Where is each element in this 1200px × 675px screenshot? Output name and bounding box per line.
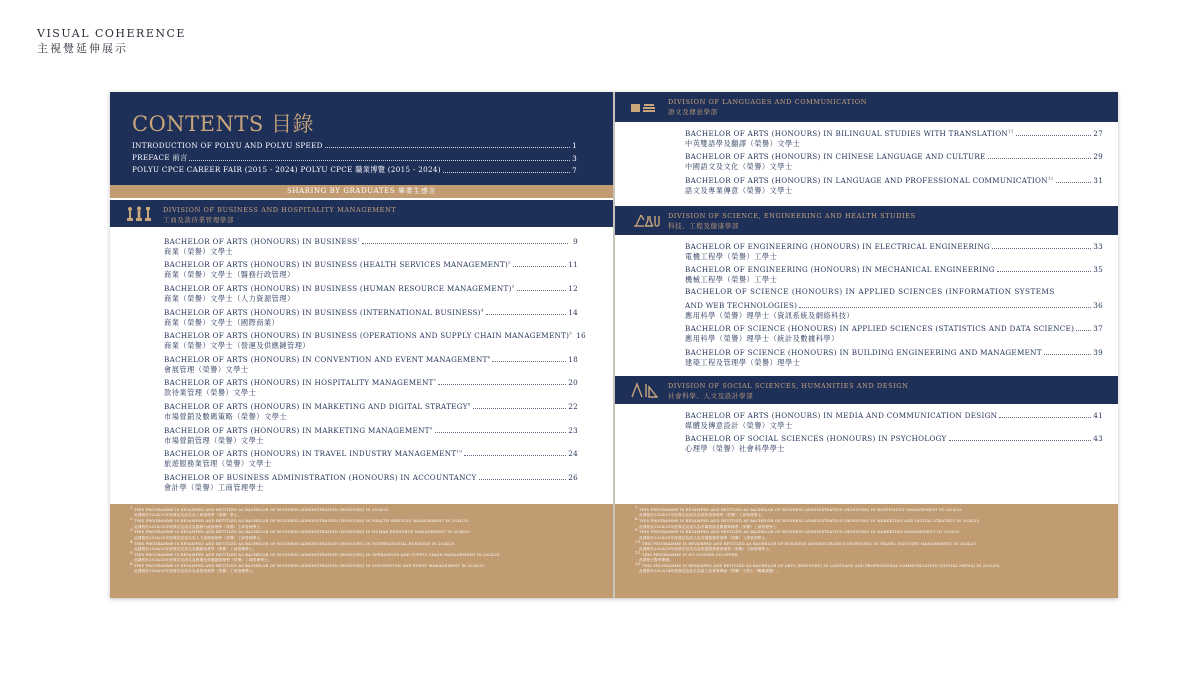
programme-title-zh: 商業（榮譽）文學士（營運及供應鏈管理） xyxy=(164,341,311,351)
programme-title-zh: 語文及專業傳意（榮譽）文學士 xyxy=(685,185,793,195)
programme-page: 26 xyxy=(568,472,578,482)
division-title-en: DIVISION OF LANGUAGES AND COMMUNICATION xyxy=(668,98,868,106)
programme-title-en xyxy=(685,176,1054,185)
footnotes-right xyxy=(615,504,1118,598)
programme-title-text: BACHELOR OF ARTS (HONOURS) IN MEDIA AND COMMUNICATION DESIGN xyxy=(685,410,998,420)
programme-title-en xyxy=(685,411,997,420)
footnote-number: 4 xyxy=(130,538,133,544)
programme-title-en-line1: BACHELOR OF SCIENCE (HONOURS) IN APPLIED SCIENCES (INFORMATION SYSTEMS xyxy=(685,287,1055,297)
programme-entry[interactable] xyxy=(164,328,586,341)
footnote-text: THIS PROGRAMME IS REVAMPED AND RETITLED AS BACHELOR OF ARTS (HONOURS) IN LANGUAGE AND PROFESSIONAL COMMUNICATION (DIGITAL MEDIA) IN 2023/24. xyxy=(641,564,1001,569)
division-title-zh: 科技、工程及健康學部 xyxy=(668,222,739,230)
programme-title-text: BACHELOR OF ARTS (HONOURS) IN TRAVEL INDUSTRY MANAGEMENT xyxy=(164,449,457,459)
programme-title-text: BACHELOR OF BUSINESS ADMINISTRATION (HONOURS) IN ACCOUNTANCY xyxy=(164,472,477,482)
programme-title-text: BACHELOR OF SOCIAL SCIENCES (HONOURS) IN PSYCHOLOGY xyxy=(685,434,947,444)
footnote-zh: 此課程於2024/25年度修訂及改名為醫務行政管理學（榮譽）工商管理學士。 xyxy=(134,524,265,529)
brochure-spread xyxy=(110,92,1118,598)
programme-title-zh: 旅遊服務業管理（榮譽）文學士 xyxy=(164,459,272,469)
programme-page: 33 xyxy=(1093,241,1103,251)
programme-title-zh: 商業（榮譽）文學士（人力資源管理） xyxy=(164,293,295,303)
programme-page: 31 xyxy=(1093,175,1103,185)
programme-title-zh: 市場營銷及數碼策略（榮譽）文學士 xyxy=(164,411,288,421)
programme-entry[interactable] xyxy=(164,352,578,364)
programme-page: 22 xyxy=(568,401,578,411)
programme-page: 27 xyxy=(1093,128,1103,138)
chess-pieces-icon xyxy=(125,206,153,222)
footnote-marker: 9 xyxy=(429,425,433,431)
toc-row[interactable] xyxy=(132,165,577,175)
toc-label: POLYU CPCE CAREER FAIR (2015 - 2024) POLYU CPCE 職業博覽 (2015 - 2024) xyxy=(132,165,441,174)
programme-page: 23 xyxy=(568,425,578,435)
programme-title-en xyxy=(164,426,433,435)
left-page xyxy=(110,92,613,598)
footnote-en xyxy=(130,549,600,558)
footnote-number: 2 xyxy=(130,516,133,522)
toc-page: 7 xyxy=(572,166,577,175)
footnote-number: 12 xyxy=(635,561,641,566)
programme-title-zh: 市場營銷管理（榮譽）文學士 xyxy=(164,435,264,445)
programme-title-zh: 商業（榮譽）文學士（醫務行政管理） xyxy=(164,270,295,280)
header-title-zh: 主視覺延伸展示 xyxy=(37,42,128,55)
footnote-en xyxy=(130,527,600,535)
programme-title-text: BACHELOR OF ARTS (HONOURS) IN HOSPITALITY MANAGEMENT xyxy=(164,378,434,388)
programme-entry[interactable] xyxy=(685,345,1103,357)
footnote-marker: 5 xyxy=(569,330,573,336)
footnote-text: THIS PROGRAMME IS REVAMPED AND RETITLED AS BACHELOR OF BUSINESS ADMINISTRATION (HONOURS) IN 2024/25. xyxy=(134,508,390,513)
dot-leader xyxy=(992,248,1091,249)
programme-page: 29 xyxy=(1093,152,1103,162)
division-title-zh: 社會科學、人文及設計學部 xyxy=(668,392,754,400)
footnote-zh: 此課程於2024/25年度修訂及改名為旅遊服務業管理學（榮譽）工商管理學士。 xyxy=(639,546,773,551)
drafting-tools-icon xyxy=(630,382,658,398)
footnote-number: 11 xyxy=(635,549,641,555)
programme-title-text: BACHELOR OF ARTS (HONOURS) IN BUSINESS (OPERATIONS AND SUPPLY CHAIN MANAGEMENT) xyxy=(164,331,570,341)
social-programme-list xyxy=(685,408,1103,455)
footnote-marker: 12 xyxy=(1047,175,1054,181)
programme-title-zh: 應用科學（榮譽）理學士（統計及數據科學） xyxy=(685,334,839,344)
programme-title-zh: 商業（榮譽）文學士 xyxy=(164,246,234,256)
toc-row[interactable] xyxy=(132,153,577,163)
footnote-zh: 此課程已暫停開辦。 xyxy=(639,558,674,563)
dot-leader xyxy=(438,384,566,385)
programme-entry[interactable] xyxy=(164,305,578,317)
footnote-marker: 2 xyxy=(508,260,511,265)
programme-page: 18 xyxy=(568,354,578,364)
dot-leader xyxy=(1044,354,1091,355)
programme-page: 36 xyxy=(1093,300,1103,310)
footnote-zh: 此課程於2024/25年度修訂及改名為款待業管理學（榮譽）工商管理學士。 xyxy=(639,513,766,518)
dot-leader xyxy=(1016,135,1092,136)
programme-entry[interactable] xyxy=(164,423,578,435)
footnote-en xyxy=(635,516,1105,524)
programme-title-text: BACHELOR OF SCIENCE (HONOURS) IN APPLIED SCIENCES (STATISTICS AND DATA SCIENCE) xyxy=(685,324,1075,334)
footnote-en xyxy=(635,538,1105,547)
footnote-en xyxy=(635,549,1105,558)
toc-page: 3 xyxy=(572,154,577,163)
programme-entry[interactable] xyxy=(685,322,1103,334)
dot-leader xyxy=(799,307,1091,308)
footnote-marker: 11 xyxy=(1007,128,1014,134)
toc-label: INTRODUCTION OF POLYU AND POLYU SPEED xyxy=(132,141,323,150)
dot-leader xyxy=(492,361,566,362)
division-title-zh: 語文及傳意學部 xyxy=(668,108,718,116)
programme-title-en xyxy=(164,449,462,458)
footnote-text: THIS PROGRAMME IS REVAMPED AND RETITLED AS BACHELOR OF BUSINESS ADMINISTRATION (HONOURS) IN OPERATIONS AND SUPPLY CHAIN MANAGEMENT IN 2024/25. xyxy=(134,552,501,557)
programme-entry[interactable] xyxy=(164,376,578,388)
programme-title-en xyxy=(685,434,947,443)
dot-leader xyxy=(362,243,568,244)
programme-entry[interactable] xyxy=(164,470,578,482)
footnote-number: 7 xyxy=(635,505,638,510)
programme-title-text: BACHELOR OF ARTS (HONOURS) IN MARKETING AND DIGITAL STRATEGY xyxy=(164,401,468,411)
programme-page: 16 xyxy=(576,331,586,341)
division-title-zh: 工商及款待業管理學部 xyxy=(163,216,234,224)
dot-leader xyxy=(949,440,1092,441)
programme-title-en xyxy=(164,331,572,340)
footnote-marker: 4 xyxy=(480,307,484,313)
division-title-en: DIVISION OF SCIENCE, ENGINEERING AND HEALTH STUDIES xyxy=(668,212,916,220)
contents-header xyxy=(110,92,613,185)
programme-entry[interactable] xyxy=(685,239,1103,251)
programme-page: 24 xyxy=(568,449,578,459)
programme-title-en xyxy=(164,308,484,317)
programme-title-en xyxy=(164,402,471,411)
footnote-marker: 1 xyxy=(357,236,361,242)
programme-title-text: BACHELOR OF ARTS (HONOURS) IN LANGUAGE AND PROFESSIONAL COMMUNICATION xyxy=(685,175,1048,185)
footnote-zh: 此課程於2024/25年度修訂及改名為國際商業學（榮譽）工商管理學士。 xyxy=(134,546,257,551)
programme-entry[interactable] xyxy=(685,173,1103,185)
programme-entry[interactable] xyxy=(164,446,578,458)
footnote-text: THIS PROGRAMME IS REVAMPED AND RETITLED AS BACHELOR OF BUSINESS ADMINISTRATION (HONOURS) IN MARKETING AND DIGITAL STRATEGY IN 2024/25. xyxy=(639,519,981,524)
programme-page: 20 xyxy=(568,378,578,388)
science-programme-list xyxy=(685,239,1103,369)
lab-equipment-icon xyxy=(630,212,664,228)
programme-title-text: BACHELOR OF ENGINEERING (HONOURS) IN ELECTRICAL ENGINEERING xyxy=(685,241,990,251)
division-science-band xyxy=(615,206,1118,235)
business-programme-list xyxy=(164,234,586,494)
toc-label: PREFACE 前言 xyxy=(132,153,188,162)
dot-leader xyxy=(999,417,1091,418)
programme-title-text: BACHELOR OF ARTS (HONOURS) IN BUSINESS xyxy=(164,236,358,246)
dot-leader xyxy=(997,271,1091,272)
programme-title-zh: 中國語文及文化（榮譽）文學士 xyxy=(685,162,793,172)
toc-row[interactable] xyxy=(132,141,577,150)
programme-title-text: BACHELOR OF ARTS (HONOURS) IN CONVENTION AND EVENT MANAGEMENT xyxy=(164,354,488,364)
footnote-number: 1 xyxy=(130,505,133,510)
programme-title-zh: 會展管理（榮譽）文學士 xyxy=(164,364,249,374)
footnote-zh: 此課程於2024/25年度修訂及改名為市場營銷管理學（榮譽）工商管理學士。 xyxy=(639,535,770,540)
footnote-text: THIS PROGRAMME IS REVAMPED AND RETITLED AS BACHELOR OF BUSINESS ADMINISTRATION (HONOURS) IN TRAVEL INDUSTRY MANAGEMENT IN 2024/25. xyxy=(641,541,978,546)
programme-title-zh: 應用科學（榮譽）理學士（資訊系統及網絡科技） xyxy=(685,310,855,320)
programme-title-text: BACHELOR OF ARTS (HONOURS) IN BUSINESS (HEALTH SERVICES MANAGEMENT) xyxy=(164,260,509,270)
division-title-en: DIVISION OF BUSINESS AND HOSPITALITY MANAGEMENT xyxy=(163,206,397,214)
programme-page: 11 xyxy=(568,260,578,270)
programme-title-zh: 中英雙語學及翻譯（榮譽）文學士 xyxy=(685,138,801,148)
sharing-banner: SHARING BY GRADUATES 畢業生感言 xyxy=(110,185,613,198)
programme-title-zh: 商業（榮譽）文學士（國際商業） xyxy=(164,317,280,327)
footnote-text: THIS PROGRAMME IS REVAMPED AND RETITLED AS BACHELOR OF BUSINESS ADMINISTRATION (HONOURS) IN MARKETING MANAGEMENT IN 2024/25. xyxy=(639,530,961,535)
division-social-band xyxy=(615,376,1118,404)
footnote-text: THIS PROGRAMME IS NO LONGER ON OFFER. xyxy=(641,552,739,557)
footnote-text: THIS PROGRAMME IS REVAMPED AND RETITLED AS BACHELOR OF BUSINESS ADMINISTRATION (HONOURS) IN HEALTH SERVICES MANAGEMENT IN 2024/25. xyxy=(134,519,470,524)
dot-leader xyxy=(1056,182,1092,183)
programme-page: 43 xyxy=(1093,434,1103,444)
programme-title-en xyxy=(685,242,990,251)
dot-leader xyxy=(988,158,1092,159)
toc-page: 1 xyxy=(572,141,577,150)
footnote-zh: 此課程於2023/24年度修訂及改名為語文及專業傳意（榮譽）文學士（數碼媒體）。 xyxy=(639,569,781,574)
footnote-number: 5 xyxy=(130,549,133,555)
footnote-marker: 8 xyxy=(467,401,471,407)
footnote-zh: 此課程於2024/25年度修訂及改名為工商管理學（榮譽）學士。 xyxy=(134,513,242,518)
programme-title-zh: 心理學（榮譽）社會科學學士 xyxy=(685,444,785,454)
footnote-number: 3 xyxy=(130,527,133,533)
programme-page: 39 xyxy=(1093,347,1103,357)
programme-title-text: BACHELOR OF ENGINEERING (HONOURS) IN MECHANICAL ENGINEERING xyxy=(685,265,995,275)
programme-title-en xyxy=(685,324,1074,333)
dot-leader xyxy=(1076,330,1091,331)
programme-entry[interactable] xyxy=(164,258,578,270)
programme-page: 12 xyxy=(568,283,578,293)
programme-entry[interactable] xyxy=(164,399,578,411)
footnote-zh: 此課程於2024/25年度修訂及改名為市場營銷及數碼策略學（榮譽）工商管理學士。 xyxy=(639,524,781,529)
division-title-en: DIVISION OF SOCIAL SCIENCES, HUMANITIES AND DESIGN xyxy=(668,382,909,390)
programme-title-zh: 建築工程及管理學（榮譽）理學士 xyxy=(685,357,801,367)
programme-title-en xyxy=(164,237,360,246)
footnotes-left xyxy=(110,504,613,598)
programme-title-en xyxy=(685,348,1042,357)
header-title-en: VISUAL COHERENCE xyxy=(37,27,186,40)
programme-title-text: BACHELOR OF ARTS (HONOURS) IN MARKETING MANAGEMENT xyxy=(164,425,430,435)
footnote-marker: 7 xyxy=(433,377,437,383)
dot-leader xyxy=(464,455,566,456)
dot-leader xyxy=(435,432,567,433)
footnote-en xyxy=(635,527,1105,535)
footnote-number: 10 xyxy=(635,538,641,544)
programme-title-text: BACHELOR OF SCIENCE (HONOURS) IN BUILDING ENGINEERING AND MANAGEMENT xyxy=(685,347,1042,357)
dot-leader xyxy=(517,290,567,291)
programme-title-text: BACHELOR OF ARTS (HONOURS) IN BUSINESS (HUMAN RESOURCE MANAGEMENT) xyxy=(164,283,512,293)
dot-leader xyxy=(486,314,567,315)
programme-title-text: BACHELOR OF ARTS (HONOURS) IN CHINESE LANGUAGE AND CULTURE xyxy=(685,152,986,162)
footnote-number: 8 xyxy=(635,516,638,522)
footnote-text: THIS PROGRAMME IS REVAMPED AND RETITLED AS BACHELOR OF BUSINESS ADMINISTRATION (HONOURS) IN HUMAN RESOURCE MANAGEMENT IN 2024/25. xyxy=(134,530,472,535)
footnote-marker: 3 xyxy=(511,283,515,289)
programme-title-en xyxy=(685,129,1014,138)
programme-title-en xyxy=(164,284,515,293)
footnote-text: THIS PROGRAMME IS REVAMPED AND RETITLED AS BACHELOR OF BUSINESS ADMINISTRATION (HONOURS) IN CONVENTION AND EVENT MANAGEMENT IN 2024/25. xyxy=(134,564,486,569)
dot-leader xyxy=(513,266,566,267)
footnote-en xyxy=(130,516,600,524)
footnote-text: THIS PROGRAMME IS REVAMPED AND RETITLED AS BACHELOR OF BUSINESS ADMINISTRATION (HONOURS) IN HOSPITALITY MANAGEMENT IN 2024/25. xyxy=(639,508,963,513)
programme-entry[interactable] xyxy=(164,234,578,246)
page-header xyxy=(37,26,186,56)
footnote-number: 9 xyxy=(635,527,638,533)
programme-entry[interactable] xyxy=(164,281,578,293)
programme-title-zh: 電機工程學（榮譽）工學士 xyxy=(685,251,778,261)
programme-entry[interactable] xyxy=(685,126,1103,138)
programme-title-text: BACHELOR OF ARTS (HONOURS) IN BUSINESS (INTERNATIONAL BUSINESS) xyxy=(164,307,481,317)
programme-entry[interactable] xyxy=(685,150,1103,162)
programme-page: 41 xyxy=(1093,410,1103,420)
contents-title: CONTENTS 目錄 xyxy=(132,112,314,136)
programme-title-text: BACHELOR OF ARTS (HONOURS) IN BILINGUAL STUDIES WITH TRANSLATION xyxy=(685,128,1008,138)
footnote-en xyxy=(130,538,600,547)
programme-title-en xyxy=(164,260,511,269)
programme-page: 14 xyxy=(568,307,578,317)
programme-title-en xyxy=(164,473,477,482)
programme-title-en xyxy=(685,152,986,161)
programme-entry[interactable] xyxy=(685,263,1103,275)
programme-title-en xyxy=(685,265,995,274)
programme-title-zh: 媒體及傳意設計（榮譽）文學士 xyxy=(685,420,793,430)
footnote-zh: 此課程於2024/25年度修訂及改名為會展管理學（榮譽）工商管理學士。 xyxy=(134,569,257,574)
footnote-zh: 此課程於2024/25年度修訂及改名為營運及供應鏈管理學（榮譽）工商管理學士。 xyxy=(134,558,272,563)
programme-entry[interactable] xyxy=(685,432,1103,444)
footnote-marker: 10 xyxy=(456,448,463,454)
languages-programme-list xyxy=(685,126,1103,197)
programme-title-en xyxy=(164,355,490,364)
programme-page: 9 xyxy=(573,236,578,246)
division-business-band xyxy=(110,200,613,227)
right-page xyxy=(615,92,1118,598)
footnote-number: 6 xyxy=(130,561,133,566)
footnote-text: THIS PROGRAMME IS REVAMPED AND RETITLED AS BACHELOR OF BUSINESS ADMINISTRATION (HONOURS) IN INTERNATIONAL BUSINESS IN 2024/25. xyxy=(134,541,456,546)
programme-page: 35 xyxy=(1093,265,1103,275)
footnote-marker: 6 xyxy=(487,354,491,360)
programme-title-zh: 會計學（榮譽）工商管理學士 xyxy=(164,482,264,492)
programme-page: 37 xyxy=(1093,324,1103,334)
dot-leader xyxy=(473,408,567,409)
programme-title-zh: 款待業管理（榮譽）文學士 xyxy=(164,388,257,398)
division-languages-band xyxy=(615,92,1118,122)
programme-title-zh: 機械工程學（榮譽）工學士 xyxy=(685,275,778,285)
books-icon xyxy=(630,100,658,116)
footnote-zh: 此課程於2024/25年度修訂及改名為人力資源管理學（榮譽）工商管理學士。 xyxy=(134,535,265,540)
programme-entry[interactable] xyxy=(685,298,1103,310)
programme-title-en xyxy=(164,378,436,387)
programme-entry[interactable] xyxy=(685,408,1103,420)
programme-title-en-line2: AND WEB TECHNOLOGIES) xyxy=(685,300,798,310)
dot-leader xyxy=(479,479,567,480)
